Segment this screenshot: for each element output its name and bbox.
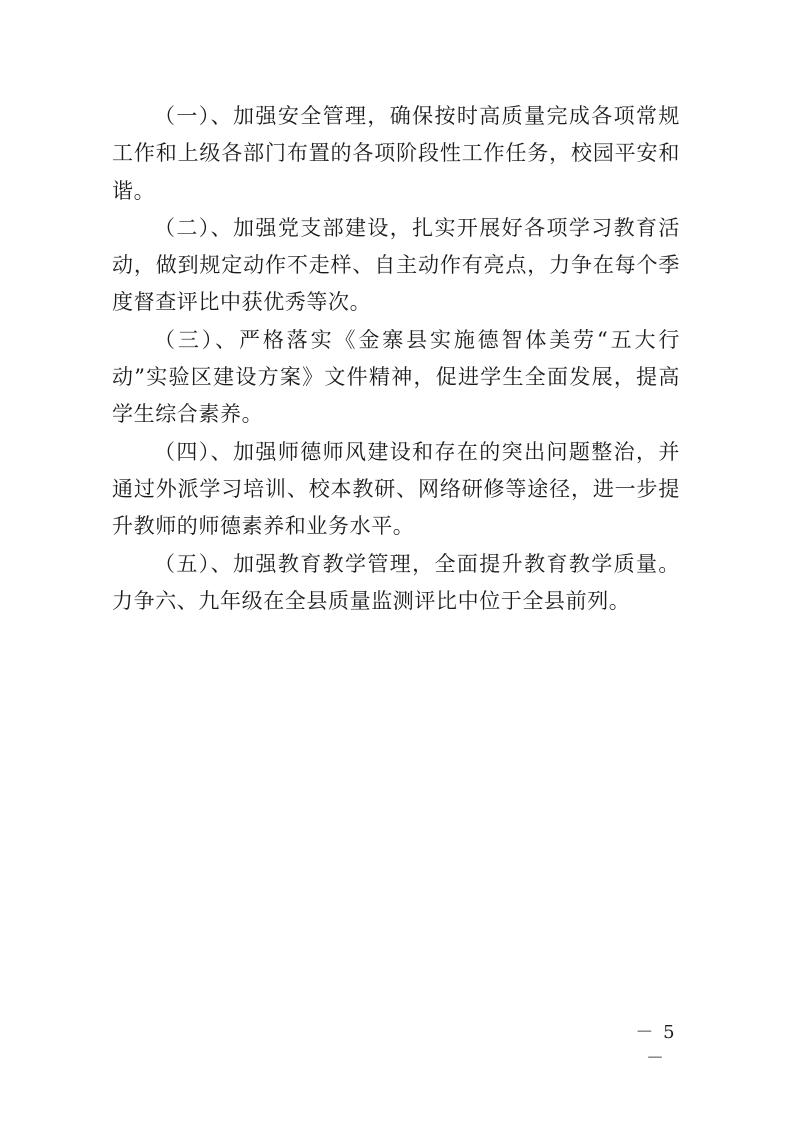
paragraph-teacher-ethics: （四）、加强师德师风建设和存在的突出问题整治，并通过外派学习培训、校本教研、网络研修等途径，进一步提升教师的师德素养和业务水平。 bbox=[112, 439, 680, 539]
document-body bbox=[112, 98, 680, 620]
paragraph-five-actions: （三）、严格落实《金寨县实施德智体美劳“五大行动”实验区建设方案》文件精神，促进学生全面发展，提高学生综合素养。 bbox=[112, 327, 680, 427]
paragraph-teaching-quality: （五）、加强教育教学管理，全面提升教育教学质量。力争六、九年级在全县质量监测评比中位于全县前列。 bbox=[112, 551, 680, 613]
paragraph-safety-management: （一）、加强安全管理，确保按时高质量完成各项常规工作和上级各部门布置的各项阶段性工作任务，校园平安和谐。 bbox=[112, 104, 680, 203]
page-number: － 5 － bbox=[635, 1022, 677, 1069]
paragraph-party-branch: （二）、加强党支部建设，扎实开展好各项学习教育活动，做到规定动作不走样、自主动作有亮点，力争在每个季度督查评比中获优秀等次。 bbox=[112, 215, 680, 315]
